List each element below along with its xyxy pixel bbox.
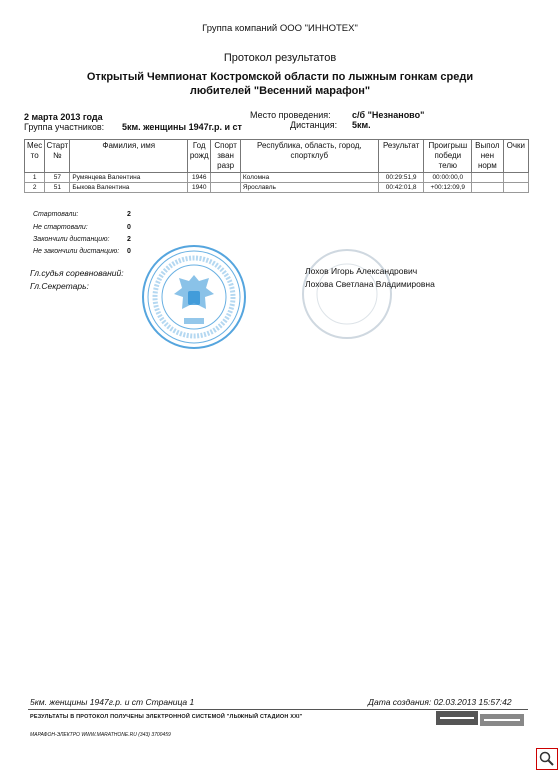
stat-started-value: 2: [127, 211, 131, 218]
cell-start: 51: [45, 183, 70, 193]
col-year: Год рожд: [188, 140, 211, 173]
cell-name: Быкова Валентина: [70, 183, 188, 193]
venue-value: с/б "Незнаново": [352, 110, 425, 120]
stat-not-finished-label: Не закончили дистанцию:: [33, 248, 120, 255]
col-region: Республика, область, город, спортклуб: [240, 140, 378, 173]
cell-sport: [211, 183, 240, 193]
stat-finished-label: Закончили дистанцию:: [33, 236, 110, 243]
group-value: 5км. женщины 1947г.р. и ст: [122, 122, 242, 132]
judge-name: Лохов Игорь Александрович: [305, 266, 418, 276]
cell-year: 1940: [188, 183, 211, 193]
stat-not-started-value: 0: [127, 224, 131, 231]
col-lag: Проигрыш победи телю: [424, 140, 472, 173]
stat-not-started-label: Не стартовали:: [33, 224, 88, 231]
cell-result: 00:42:01,8: [378, 183, 424, 193]
distance-label: Дистанция:: [290, 120, 338, 130]
cell-lag: 00:00:00,0: [424, 173, 472, 183]
official-stamp: [140, 243, 248, 351]
cell-points: [503, 183, 528, 193]
event-title-line1: Открытый Чемпионат Костромской области по лыжным гонкам среди: [86, 71, 474, 83]
col-place: Мес то: [25, 140, 45, 173]
results-table: [24, 139, 529, 193]
cell-sport: [211, 173, 240, 183]
footer-page-info: 5км. женщины 1947г.р. и ст Страница 1: [30, 697, 195, 707]
cell-start: 57: [45, 173, 70, 183]
magnifier-icon[interactable]: [536, 748, 558, 770]
col-result: Результат: [378, 140, 424, 173]
event-date: 2 марта 2013 года: [24, 112, 103, 122]
marathon-electro-logo: [436, 708, 526, 732]
col-start: Старт №: [45, 140, 70, 173]
cell-place: 1: [25, 173, 45, 183]
venue-label: Место проведения:: [250, 110, 331, 120]
stat-not-finished-value: 0: [127, 248, 131, 255]
col-name: Фамилия, имя: [70, 140, 188, 173]
company-name: Группа компаний ООО "ИННОТЕХ": [202, 23, 358, 34]
secretary-label: Гл.Секретарь:: [30, 281, 89, 291]
group-label: Группа участников:: [24, 122, 105, 132]
cell-place: 2: [25, 183, 45, 193]
stat-finished-value: 2: [127, 236, 131, 243]
cell-region: Коломна: [240, 173, 378, 183]
cell-norm: [472, 173, 503, 183]
footer-notice: РЕЗУЛЬТАТЫ В ПРОТОКОЛ ПОЛУЧЕНЫ ЭЛЕКТРОННОЙ СИСТЕМОЙ "ЛЫЖНЫЙ СТАДИОН XXI": [30, 714, 303, 720]
footer-created: Дата создания: 02.03.2013 15:57:42: [368, 697, 512, 707]
cell-year: 1946: [188, 173, 211, 183]
table-row: [25, 173, 529, 183]
event-title: [60, 70, 500, 98]
protocol-title: Протокол результатов: [223, 52, 337, 64]
cell-norm: [472, 183, 503, 193]
cell-result: 00:29:51,9: [378, 173, 424, 183]
secretary-name: Лохова Светлана Владимировна: [305, 279, 435, 289]
distance-value: 5км.: [352, 120, 371, 130]
cell-name: Румянцева Валентина: [70, 173, 188, 183]
col-points: Очки: [503, 140, 528, 173]
cell-region: Ярославль: [240, 183, 378, 193]
judge-label: Гл.судья соревнований:: [30, 268, 124, 278]
event-title-line2: любителей "Весенний марафон": [189, 85, 371, 97]
table-row: [25, 183, 529, 193]
col-sport: Спорт зван разр: [211, 140, 240, 173]
cell-points: [503, 173, 528, 183]
table-header-row: [25, 140, 529, 173]
col-norm: Выпол нен норм: [472, 140, 503, 173]
stat-started-label: Стартовали:: [33, 211, 79, 218]
footer-contact: МАРАФОН-ЭЛЕКТРО WWW.MARATHONE.RU (343) 3700459: [30, 732, 171, 738]
cell-lag: +00:12:09,9: [424, 183, 472, 193]
faint-stamp: [300, 247, 395, 342]
